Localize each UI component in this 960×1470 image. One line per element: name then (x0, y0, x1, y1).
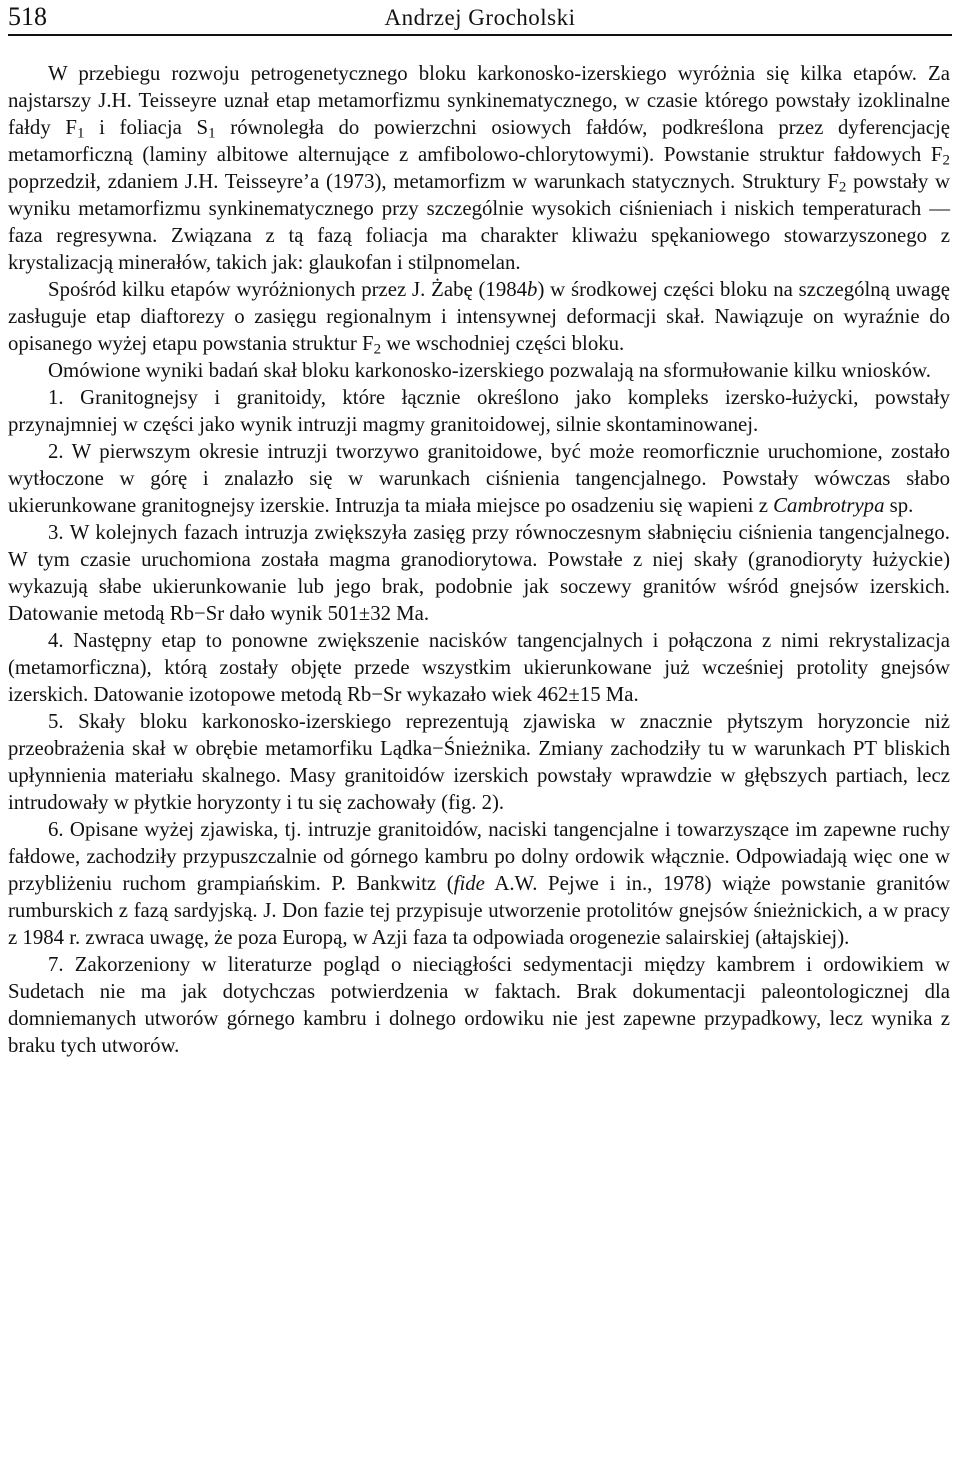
page-header (8, 0, 952, 36)
conclusion-6: 6. Opisane wyżej zjawiska, tj. intruzje granitoidów, naciski tangencjalne i towarzyszące im zapewne ruchy fałdowe, zachodziły przypuszczalnie od górnego kambru po dolny ordowik włącznie. Odpowiadają więc one w przybliżeniu ruchom grampiańskim. P. Bankwitz (fide A.W. Pejwe i in., 1978) wiąże powstanie granitów rumburskich z fazą sardyjską. J. Don fazie tej przypisuje utworzenie protolitów gnejsów śnieżnickich, a w pracy z 1984 r. zwraca uwagę, że poza Europą, w Azji faza ta odpowiada orogenezie salairskiej (ałtajskiej). (8, 818, 950, 949)
paragraph-zaba-stages: Spośród kilku etapów wyróżnionych przez J. Żabę (1984b) w środkowej części bloku na szczególną uwagę zasługuje etap diaftorezy o zasięgu regionalnym i intensywnej deformacji skał. Nawiązuje on wyraźnie do opisanego wyżej etapu powstania struktur $F_2$ we wschodniej części bloku. (8, 278, 950, 358)
conclusion-1: 1. Granitognejsy i granitoidy, które łącznie określono jako kompleks izersko-łużycki, powstały przynajmniej w części jako wynik intruzji magmy granitoidowej, silnie skontaminowanej. (8, 386, 950, 436)
conclusion-2: 2. W pierwszym okresie intruzji tworzywo granitoidowe, być może reomorficznie uruchomione, zostało wytłoczone w górę i znalazło się w warunkach ciśnienia tangencjalnego. Powstały wówczas słabo ukierunkowane granitognejsy izerskie. Intruzja ta miała miejsce po osadzeniu się wapieni z Cambrotrypa sp. (8, 440, 950, 517)
paragraph-intro-petrogenesis: W przebiegu rozwoju petrogenetycznego bloku karkonosko-izerskiego wyróżnia się kilka etapów. Za najstarszy J.H. Teisseyre uznał etap metamorfizmu synkinematycznego, w czasie którego powstały izoklinalne fałdy $F_1$ i foliacja $S_1$ równoległa do powierzchni osiowych fałdów, podkreślona przez dyferencjację metamorficzną (laminy albitowe alternujące z amfibolowo-chlorytowymi). Powstanie struktur fałdowych $F_2$ poprzedził, zdaniem J.H. Teisseyre’a (1973), metamorfizm w warunkach statycznych. Struktury $F_2$ powstały w wyniku metamorfizmu synkinematycznego przy szczególnie wysokich ciśnieniach i niskich temperaturach — faza regresywna. Związana z tą fazą foliacja ma charakter kliważu spękaniowego stowarzyszonego z krystalizacją minerałów, takich jak: glaukofan i stilpnomelan. (8, 62, 951, 274)
conclusion-4: 4. Następny etap to ponowne zwiększenie nacisków tangencjalnych i połączona z nimi rekrystalizacja (metamorficzna), którą zostały objęte przede wszystkim ukierunkowane już wcześniej protolity gnejsów izerskich. Datowanie izotopowe metodą Rb−Sr wykazało wiek 462±15 Ma. (8, 629, 950, 706)
paragraph-conclusions-lead: Omówione wyniki badań skał bloku karkonosko-izerskiego pozwalają na sformułowanie kilku wniosków. (48, 359, 931, 382)
running-head-author: Andrzej Grocholski (384, 5, 576, 30)
conclusion-5: 5. Skały bloku karkonosko-izerskiego reprezentują zjawiska w znacznie płytszym horyzoncie niż przeobrażenia skał w obrębie metamorfiku Lądka−Śnieżnika. Zmiany zachodziły tu w warunkach PT bliskich upłynnienia materiału skalnego. Masy granitoidów izerskich powstały wprawdzie w głębszych partiach, lecz intrudowały w płytkie horyzonty i tu się zachowały (fig. 2). (8, 710, 950, 814)
body-text (8, 60, 950, 1059)
conclusion-7: 7. Zakorzeniony w literaturze pogląd o nieciągłości sedymentacji między kambrem i ordowikiem w Sudetach nie ma jak dotychczas potwierdzenia w faktach. Brak dokumentacji paleontologicznej dla domniemanych utworów górnego kambru i dolnego ordowiku nie jest zapewne przypadkowy, lecz wynika z braku tych utworów. (8, 953, 950, 1057)
conclusion-3: 3. W kolejnych fazach intruzja zwiększyła zasięg przy równoczesnym słabnięciu ciśnienia tangencjalnego. W tym czasie uruchomiona została magma granodiorytowa. Powstałe z niej skały (granodioryty łużyckie) wykazują słabe ukierunkowanie lub jego brak, podobnie jak soczewy granitów wśród gnejsów izerskich. Datowanie metodą Rb−Sr dało wynik 501±32 Ma. (8, 521, 950, 625)
page-number: 518 (8, 2, 47, 31)
